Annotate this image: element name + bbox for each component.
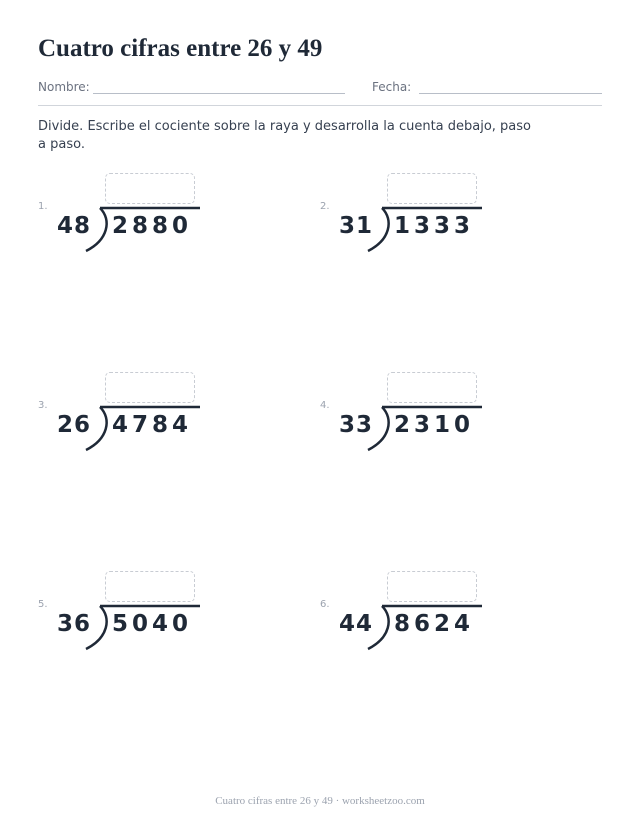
- date-label: Fecha:: [372, 80, 412, 94]
- division-problem: [38, 173, 298, 273]
- instructions: Divide. Escribe el cociente sobre la raya y desarrolla la cuenta debajo, paso a paso.: [38, 119, 532, 152]
- division-problem: [38, 571, 298, 671]
- dividend: 1333: [394, 213, 475, 239]
- problem-number: 6.: [320, 599, 330, 610]
- header-fields: [38, 80, 602, 100]
- division-problem: [38, 372, 298, 472]
- division-problem: [320, 173, 580, 273]
- divisor: 33: [338, 412, 373, 438]
- dividend: 4784: [112, 412, 193, 438]
- problem-number: 5.: [38, 599, 48, 610]
- name-line[interactable]: [93, 93, 345, 94]
- problem-number: 2.: [320, 201, 330, 212]
- dividend: 5040: [112, 611, 193, 637]
- header-divider: [38, 105, 602, 106]
- answer-box[interactable]: [105, 173, 195, 204]
- division-problem: [320, 372, 580, 472]
- page-title: Cuatro cifras entre 26 y 49: [38, 35, 323, 62]
- dividend: 2310: [394, 412, 475, 438]
- problem-number: 1.: [38, 201, 48, 212]
- answer-box[interactable]: [387, 571, 477, 602]
- divisor: 26: [56, 412, 91, 438]
- date-line[interactable]: [419, 93, 602, 94]
- dividend: 8624: [394, 611, 475, 637]
- division-problem: [320, 571, 580, 671]
- divisor: 36: [56, 611, 91, 637]
- answer-box[interactable]: [105, 571, 195, 602]
- problem-number: 3.: [38, 400, 48, 411]
- divisor: 48: [56, 213, 91, 239]
- name-label: Nombre:: [38, 80, 90, 94]
- answer-box[interactable]: [105, 372, 195, 403]
- divisor: 31: [338, 213, 373, 239]
- divisor: 44: [338, 611, 373, 637]
- answer-box[interactable]: [387, 173, 477, 204]
- problem-number: 4.: [320, 400, 330, 411]
- dividend: 2880: [112, 213, 193, 239]
- footer: Cuatro cifras entre 26 y 49 · worksheetzoo.com: [215, 795, 425, 807]
- answer-box[interactable]: [387, 372, 477, 403]
